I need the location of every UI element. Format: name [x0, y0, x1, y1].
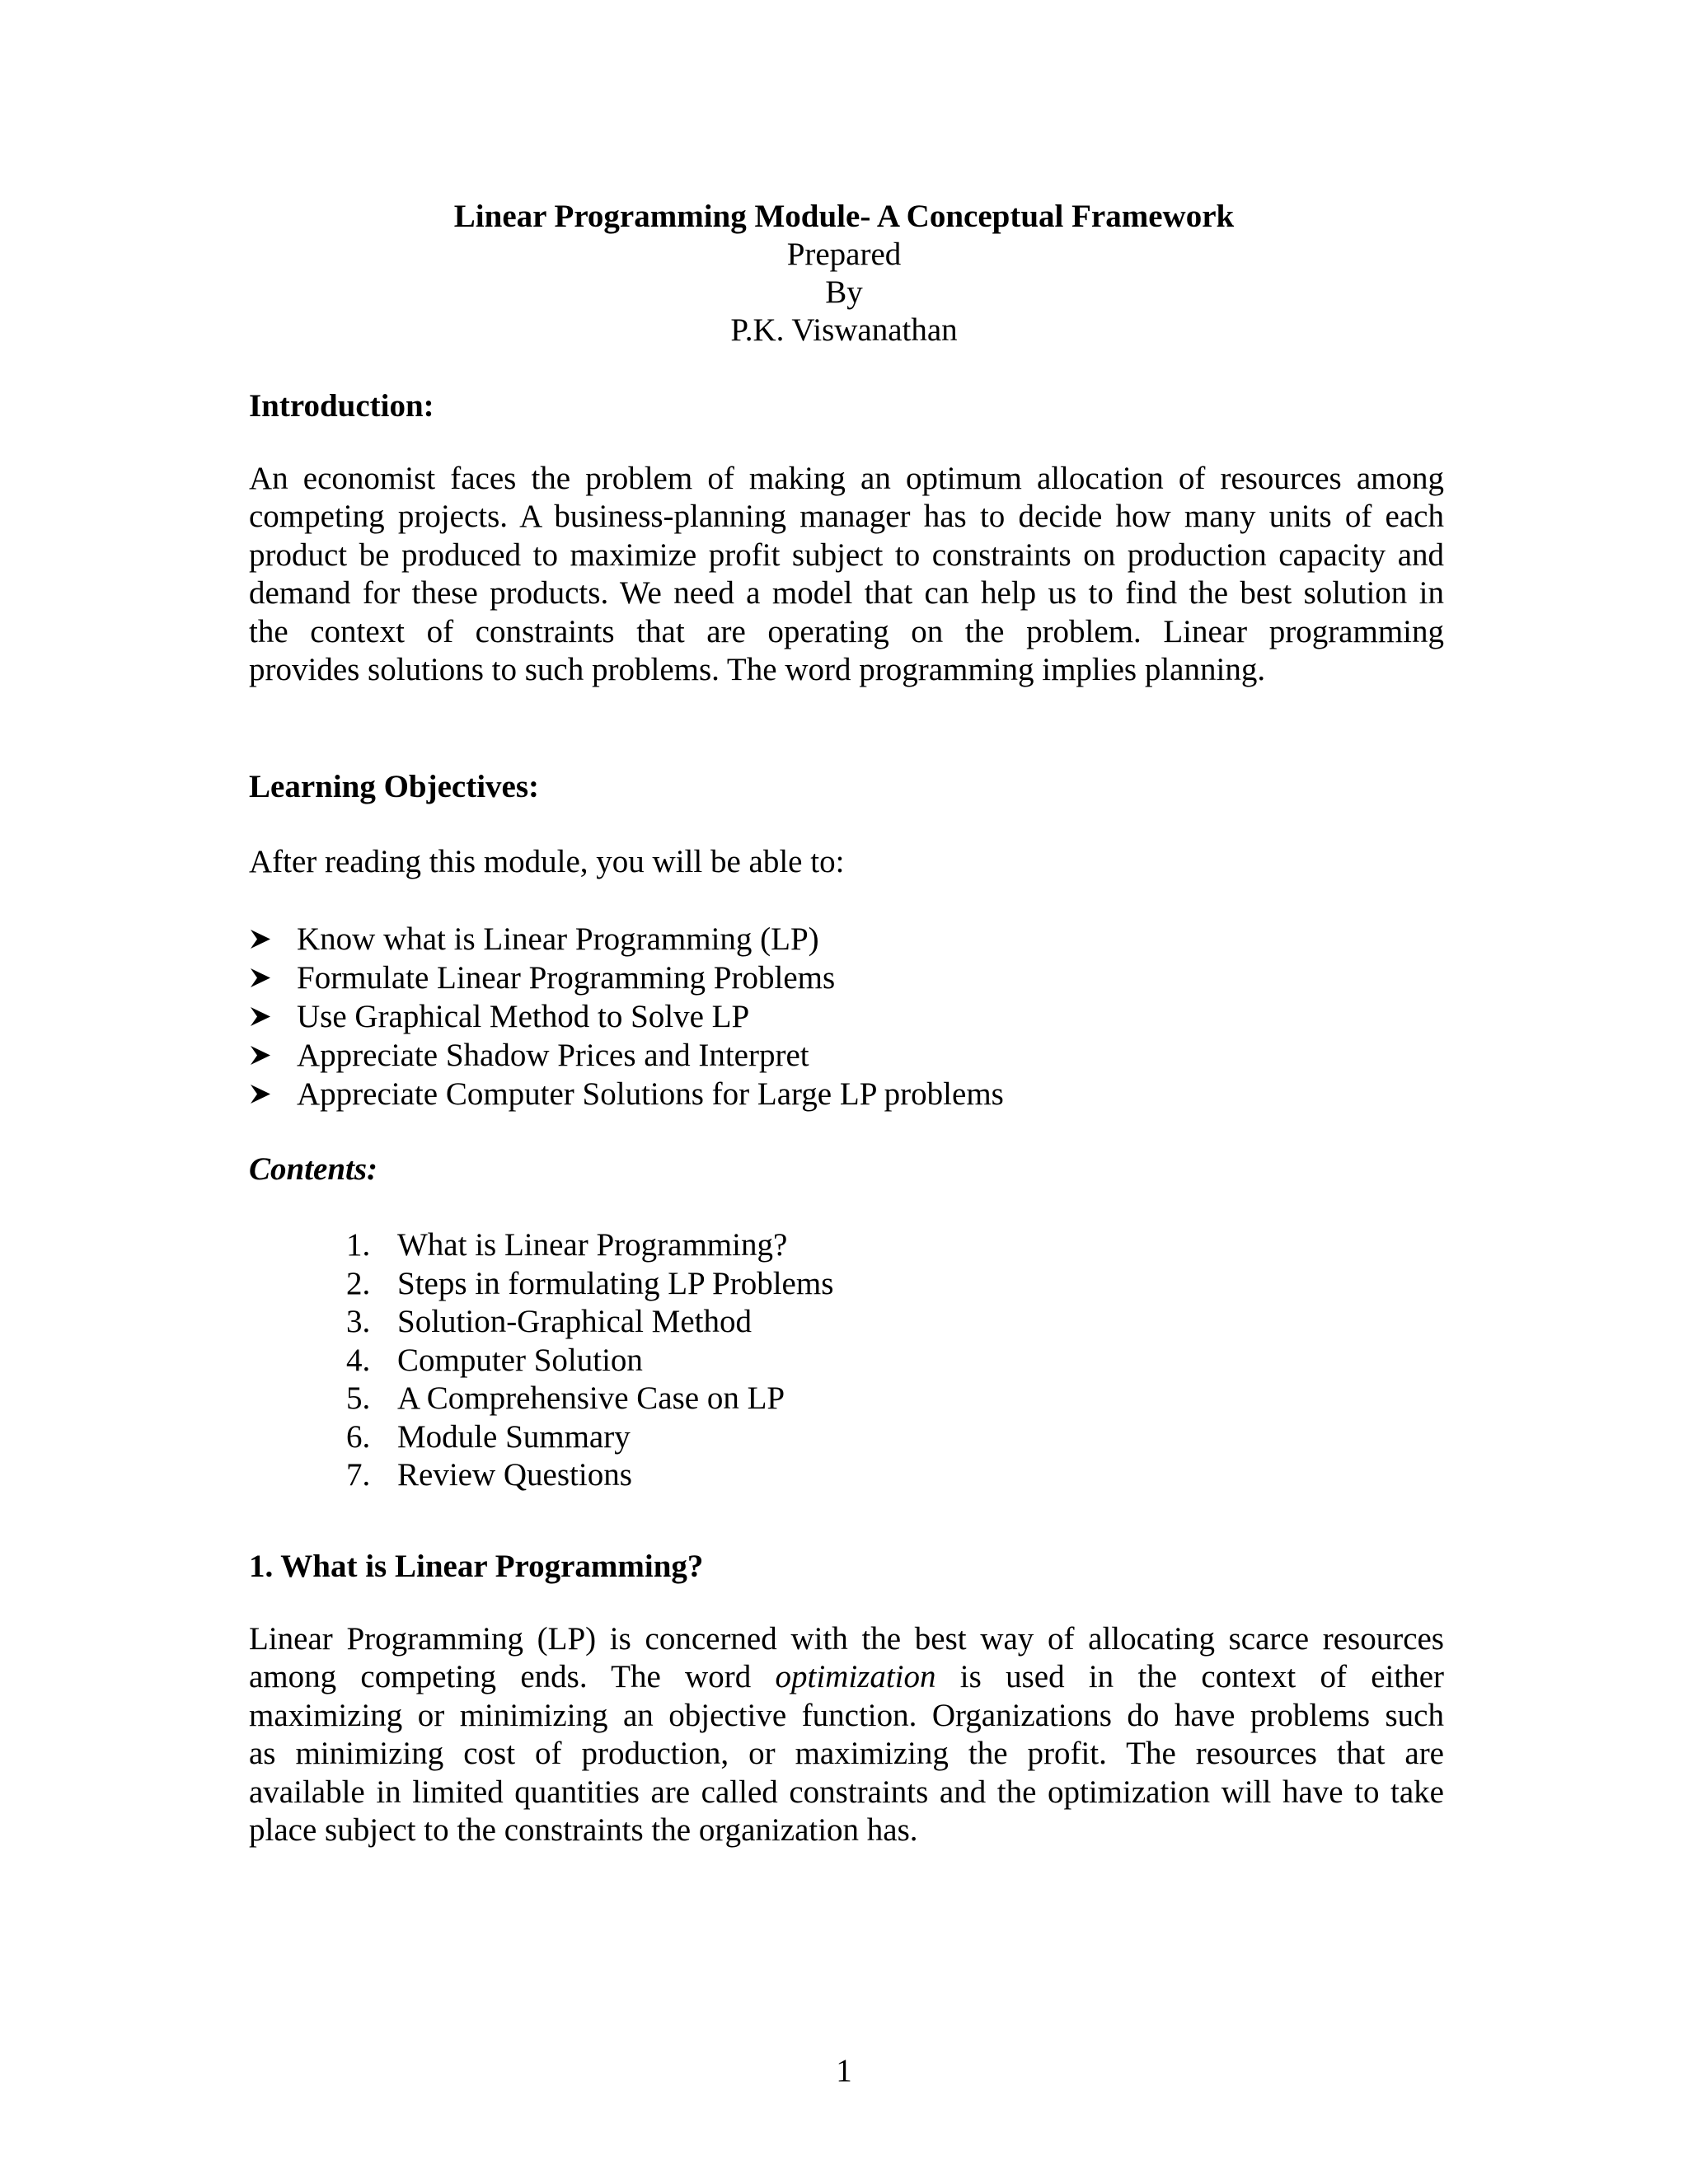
- arrowhead-bullet-icon: [249, 958, 272, 997]
- contents-number: 5.: [346, 1380, 371, 1416]
- list-item: [346, 1226, 833, 1265]
- title-block: [0, 198, 1688, 349]
- prepared-label: Prepared: [786, 237, 902, 272]
- objective-text: Know what is Linear Programming (LP): [297, 921, 819, 957]
- section-1-text: is used in the context of either: [935, 1659, 1444, 1695]
- section-1-line: as minimizing cost of production, or maximizing the profit. The resources that are: [249, 1736, 1444, 1772]
- section-1-heading: 1. What is Linear Programming?: [249, 1549, 704, 1584]
- objective-text: Appreciate Computer Solutions for Large LP problems: [297, 1076, 1004, 1112]
- contents-label: A Comprehensive Case on LP: [397, 1380, 785, 1416]
- contents-label: What is Linear Programming?: [397, 1227, 788, 1263]
- arrowhead-bullet-icon: [249, 997, 272, 1036]
- page-number: 1: [836, 2053, 852, 2088]
- list-item: [249, 997, 1004, 1036]
- arrowhead-bullet-icon: [249, 1075, 272, 1113]
- contents-label: Review Questions: [397, 1457, 632, 1493]
- contents-number: 3.: [346, 1304, 371, 1339]
- section-1-paragraph: [249, 1620, 1444, 1849]
- list-item: [346, 1303, 833, 1342]
- introduction-line: An economist faces the problem of making an optimum allocation of resources among: [249, 461, 1444, 496]
- list-item: [346, 1342, 833, 1380]
- list-item: [346, 1265, 833, 1304]
- arrowhead-bullet-icon: [249, 1036, 272, 1075]
- objective-text: Appreciate Shadow Prices and Interpret: [297, 1038, 809, 1073]
- introduction-line: competing projects. A business-planning manager has to decide how many units of each: [249, 499, 1444, 535]
- contents-label: Computer Solution: [397, 1342, 643, 1378]
- objectives-list: [249, 920, 1004, 1113]
- arrowhead-bullet-icon: [249, 920, 272, 958]
- author-name: P.K. Viswanathan: [730, 312, 958, 348]
- objective-text: Use Graphical Method to Solve LP: [297, 999, 750, 1034]
- section-1-line: Linear Programming (LP) is concerned with the best way of allocating scarce resources: [249, 1621, 1444, 1657]
- list-item: [346, 1380, 833, 1418]
- introduction-line: the context of constraints that are operating on the problem. Linear programming: [249, 613, 1444, 649]
- contents-heading: Contents:: [249, 1151, 378, 1187]
- contents-number: 7.: [346, 1457, 371, 1493]
- introduction-paragraph: [249, 460, 1444, 689]
- introduction-line: demand for these products. We need a model that can help us to find the best solution in: [249, 575, 1444, 612]
- document-title: Linear Programming Module- A Conceptual Framework: [453, 199, 1235, 234]
- by-label: By: [825, 274, 863, 310]
- contents-label: Steps in formulating LP Problems: [397, 1265, 834, 1301]
- learning-objectives-heading: Learning Objectives:: [249, 769, 540, 804]
- contents-number: 2.: [346, 1265, 371, 1301]
- contents-label: Solution-Graphical Method: [397, 1304, 753, 1339]
- list-item: [346, 1418, 833, 1457]
- contents-list: [346, 1226, 833, 1495]
- contents-label: Module Summary: [397, 1418, 631, 1455]
- contents-number: 1.: [346, 1227, 371, 1263]
- contents-number: 6.: [346, 1418, 371, 1455]
- section-1-line: place subject to the constraints the organization has.: [249, 1812, 918, 1849]
- section-1-line: maximizing or minimizing an objective function. Organizations do have problems such: [249, 1697, 1444, 1733]
- section-1-line: [249, 1658, 1444, 1696]
- introduction-line: product be produced to maximize profit subject to constraints on production capacity and: [249, 537, 1444, 573]
- objectives-lead-text: After reading this module, you will be able to:: [249, 844, 845, 879]
- list-item: [346, 1456, 833, 1495]
- introduction-heading: Introduction:: [249, 388, 434, 424]
- optimization-emphasis: optimization: [775, 1659, 936, 1695]
- introduction-line: provides solutions to such problems. The word programming implies planning.: [249, 652, 1266, 688]
- list-item: [249, 958, 1004, 997]
- list-item: [249, 1075, 1004, 1113]
- list-item: [249, 920, 1004, 958]
- section-1-line: available in limited quantities are called constraints and the optimization will have to take: [249, 1774, 1444, 1810]
- contents-number: 4.: [346, 1342, 371, 1378]
- objective-text: Formulate Linear Programming Problems: [297, 960, 836, 996]
- list-item: [249, 1036, 1004, 1075]
- section-1-text: among competing ends. The word: [249, 1659, 776, 1695]
